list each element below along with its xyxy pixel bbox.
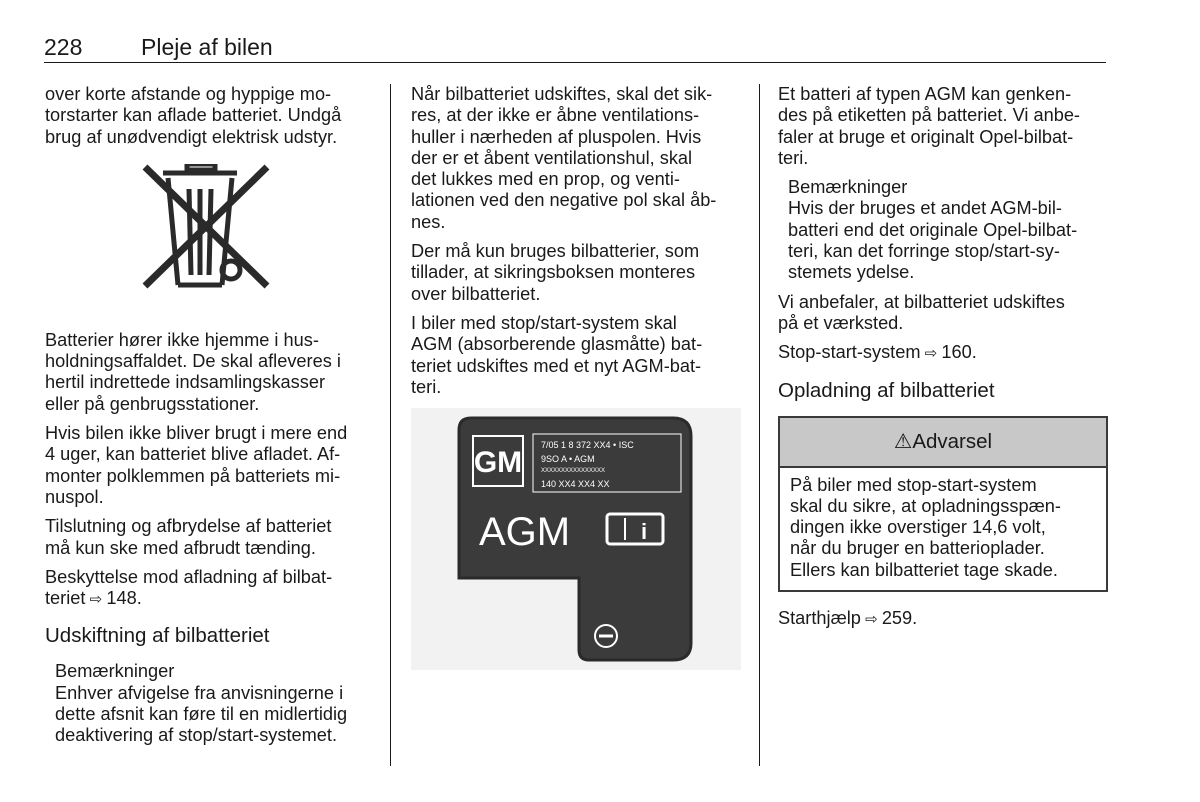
paragraph-connect: Tilslutning og afbrydelse af batteriet må kun ske med afbrudt tænding. — [45, 516, 332, 558]
paragraph-discharge: over korte afstande og hyppige mo- torstarter kan aflade batteriet. Undgå brug af unødvendigt elektrisk udstyr. — [45, 84, 342, 147]
paragraph-agm: I biler med stop/start-system skal AGM (absorberende glasmåtte) bat- teriet udskiftes med et nyt AGM-bat- teri. — [411, 312, 703, 397]
paragraph-protection — [45, 567, 380, 611]
paragraph-fusebox: Der må kun bruges bilbatterier, som tillader, at sikringsboksen monteres over bilbatteriet. — [411, 241, 700, 304]
note-title-2: Bemærkninger — [788, 177, 908, 198]
page-ref-arrow-icon: ⇨ — [85, 591, 107, 609]
page-ref-160[interactable]: 160. — [941, 342, 977, 363]
label-brand-text: GM — [473, 446, 523, 480]
label-code-line1: 7/05 1 8 372 XX4 • ISC — [541, 440, 634, 451]
recycle-bin-crossed-icon — [45, 164, 375, 304]
label-code-line4: 140 XX4 XX4 XX — [541, 479, 610, 490]
paragraph-jumpstart — [778, 608, 1108, 630]
page-ref-148[interactable]: 148. — [106, 588, 142, 609]
warning-triangle-icon: ⚠ — [893, 429, 913, 453]
note-body: Enhver afvigelse fra anvisningerne i dette afsnit kan føre til en midlertidig deaktivering af stop/start-systemet. — [55, 682, 348, 746]
info-glyph: i — [640, 519, 648, 545]
warning-body: På biler med stop-start-system skal du sikre, at opladningsspæn- dingen ikke overstiger 14,6 volt, når du bruger en batterioplader. Ellers kan bilbatteriet tage skade. — [790, 474, 1061, 580]
agm-battery-label-image — [411, 408, 741, 670]
jumpstart-text: Starthjælp — [778, 608, 861, 629]
page-number: 228 — [44, 34, 83, 60]
heading-charging: Opladning af bilbatteriet — [778, 378, 995, 402]
heading-replacement: Udskiftning af bilbatteriet — [45, 624, 270, 648]
column-2 — [411, 84, 746, 670]
page-title: Pleje af bilen — [141, 34, 273, 60]
note-body-2: Hvis der bruges et andet AGM-bil- batteri end det originale Opel-bilbat- teri, kan det forringe stop/start-sy- stemets ydelse. — [788, 198, 1078, 283]
paragraph-agm-label: Et batteri af typen AGM kan genken- des på etiketten på batteriet. Vi anbe- faler at bruge et originalt Opel-bilbat- teri. — [778, 84, 1080, 168]
header-rule — [44, 62, 1106, 63]
warning-title: Advarsel — [912, 429, 993, 453]
page-ref-arrow-icon: ⇨ — [860, 611, 882, 629]
protection-text: Beskyttelse mod afladning af bilbat- teriet — [45, 566, 333, 609]
label-code-line3: XXXXXXXXXXXXXXXX — [541, 468, 606, 475]
page-header — [44, 34, 1106, 64]
stopstart-text: Stop-start-system — [778, 342, 921, 363]
column-divider-1 — [390, 84, 391, 766]
paragraph-stopstart — [778, 342, 1108, 364]
warning-header — [780, 418, 1106, 468]
warning-box — [778, 416, 1108, 592]
note-title: Bemærkninger — [55, 661, 175, 682]
column-3 — [778, 84, 1108, 638]
label-agm-text: AGM — [479, 510, 571, 555]
paragraph-ventilation: Når bilbatteriet udskiftes, skal det sik- res, at der ikke er åbne ventilations- huller i nærheden af pluspolen. Hvis der er et åbent ventilationshul, skal det lukkes med en prop, og venti- lationen ved den negative pol skal åb- nes. — [411, 84, 717, 232]
page-ref-arrow-icon: ⇨ — [920, 345, 942, 363]
column-divider-2 — [759, 84, 760, 766]
paragraph-storage: Hvis bilen ikke bliver brugt i mere end 4 uger, kan batteriet blive afladet. Af- monter polklemmen på batteriets mi- nuspol. — [45, 423, 348, 507]
page-ref-259[interactable]: 259. — [881, 608, 918, 629]
label-code-line2: 9SO A • AGM — [541, 454, 595, 465]
note-box — [55, 661, 380, 746]
note-box-2 — [788, 177, 1108, 283]
column-1 — [45, 84, 380, 755]
paragraph-disposal: Batterier hører ikke hjemme i hus- holdningsaffaldet. De skal afleveres i hertil indrettede indsamlingskasser eller på genbrugsstationer. — [45, 329, 341, 414]
paragraph-workshop: Vi anbefaler, at bilbatteriet udskiftes på et værksted. — [778, 291, 1065, 333]
